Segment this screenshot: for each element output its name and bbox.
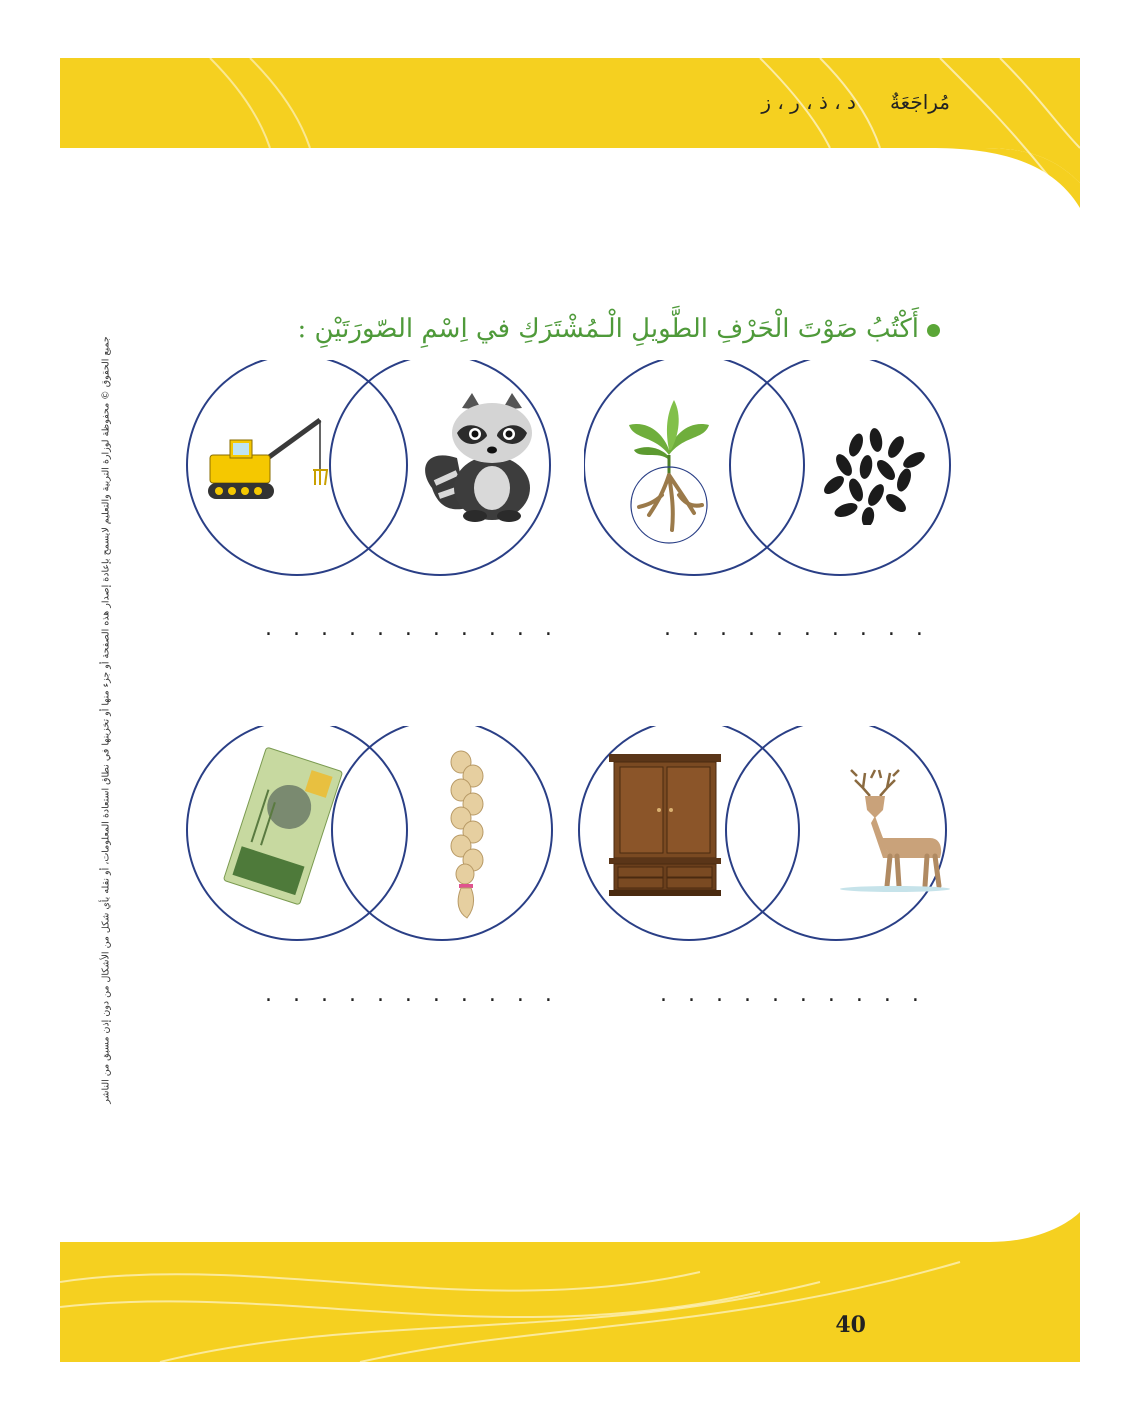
footer-band xyxy=(60,1212,1080,1362)
venn-exercise-2 xyxy=(584,360,964,580)
worksheet-page xyxy=(60,58,1080,1362)
banknote-icon xyxy=(203,741,363,911)
header-band xyxy=(60,58,1080,248)
wardrobe-icon xyxy=(609,754,721,896)
instruction-text: أَكْتُبُ صَوْتَ الْحَرْفِ الطَّويلِ الْـمُشْتَرَكِ في اِسْمِ الصّورَتَيْنِ : xyxy=(297,314,919,344)
venn-exercise-3 xyxy=(185,726,565,946)
header-letters: د ، ذ ، ر ، ز xyxy=(761,90,856,114)
page-number: 40 xyxy=(835,1312,866,1338)
answer-dots-3[interactable]: . . . . . . . . . . . xyxy=(265,982,559,1007)
venn-exercise-4 xyxy=(577,726,957,946)
bullet-icon xyxy=(927,324,940,337)
answer-dots-2[interactable]: . . . . . . . . . . xyxy=(664,616,930,641)
crane-icon xyxy=(205,415,335,510)
side-copyright xyxy=(96,336,116,1104)
header-title: مُراجَعَةٌ xyxy=(889,90,950,114)
header-title-row xyxy=(761,90,950,114)
raccoon-icon xyxy=(417,388,557,523)
braid-icon xyxy=(447,748,487,923)
instruction xyxy=(298,314,940,344)
answer-dots-4[interactable]: . . . . . . . . . . xyxy=(660,982,926,1007)
root-plant-icon xyxy=(624,395,714,545)
venn-exercise-1 xyxy=(185,360,565,580)
answer-dots-1[interactable]: . . . . . . . . . . . xyxy=(265,616,559,641)
copyright-text: جميع الحقوق © محفوظة لوزارة التربية والتعليم لايسمح بإعادة إصدار هذه الصفحة أو جزء منها أو تخزينها في نطاق استعادة المعلومات، أو نقله بأي شكل من الأشكال من دون إذن مسبق من الناشر xyxy=(100,336,112,1104)
deer-icon xyxy=(835,768,955,892)
seeds-icon xyxy=(816,425,936,525)
